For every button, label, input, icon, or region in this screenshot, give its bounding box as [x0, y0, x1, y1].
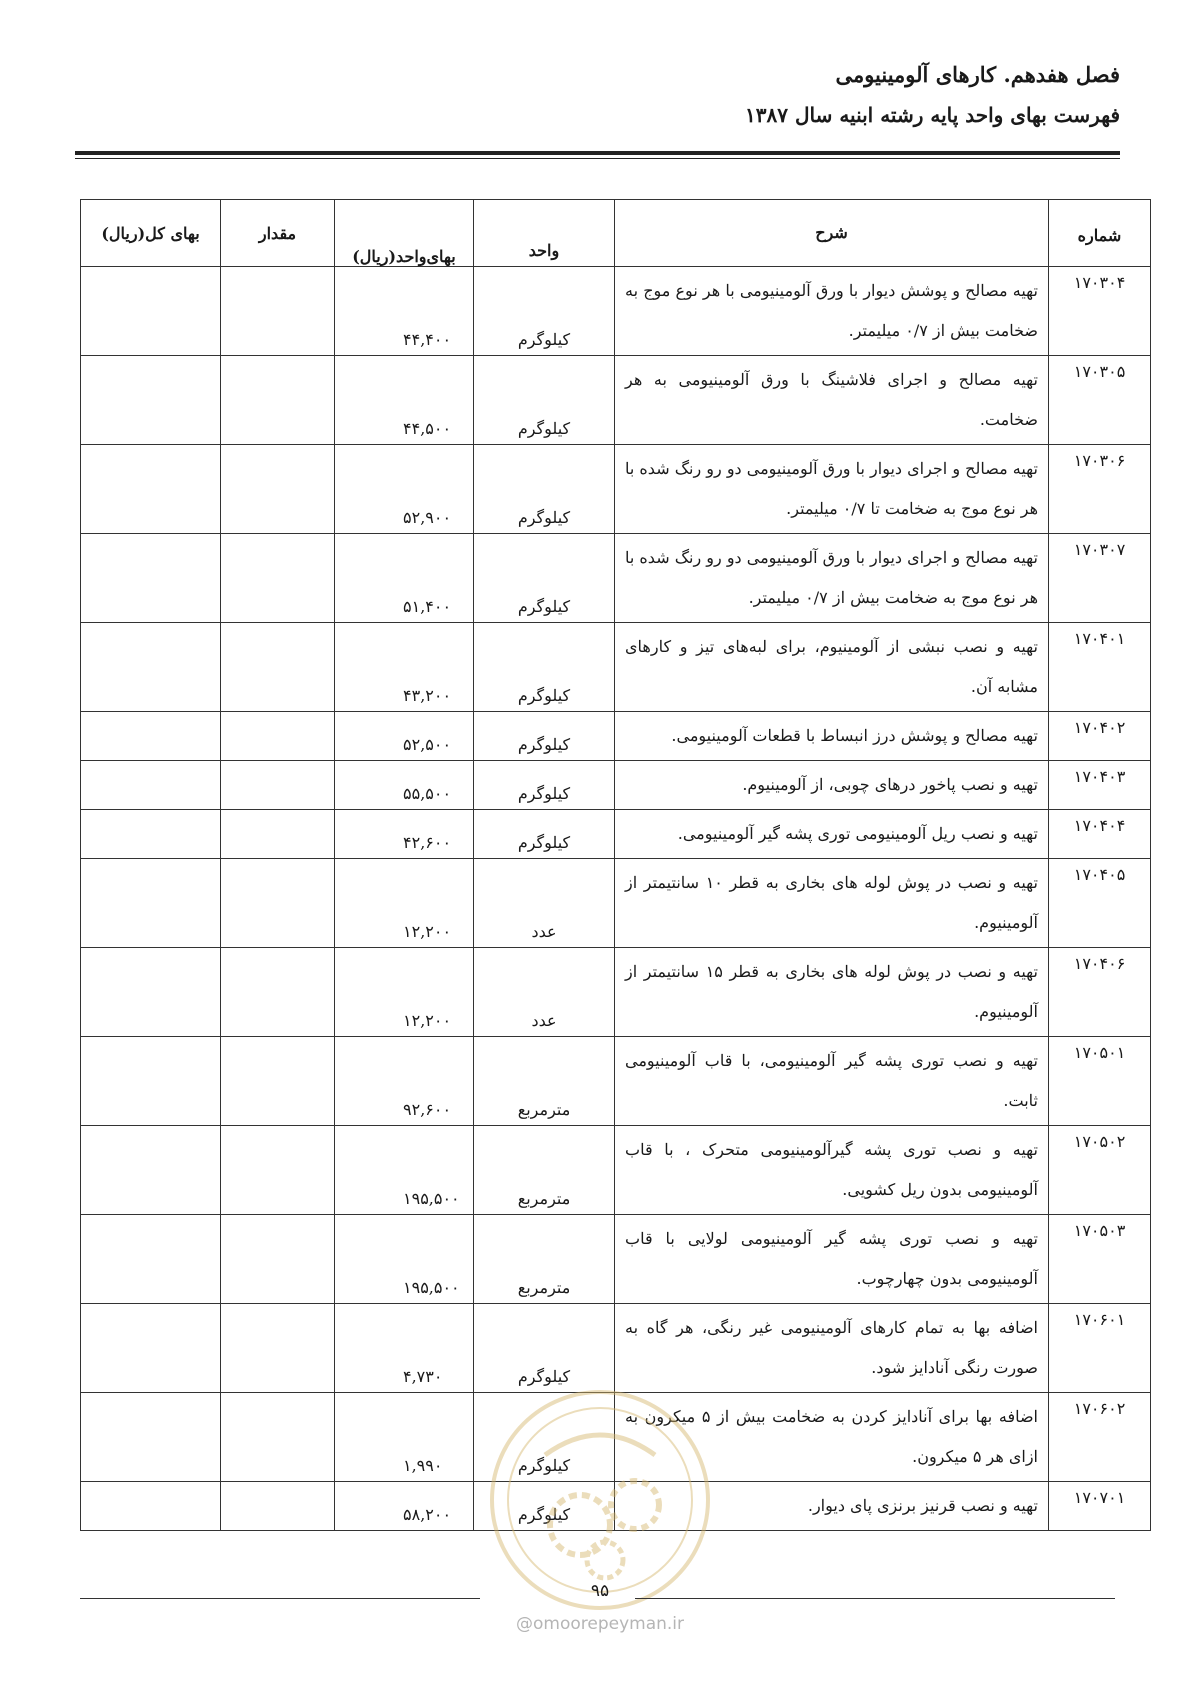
row-total — [81, 810, 221, 859]
row-unit-price: ۹۲,۶۰۰ — [335, 1037, 474, 1126]
row-quantity — [221, 810, 335, 859]
row-code: ۱۷۰۵۰۱ — [1049, 1037, 1151, 1126]
table-row — [81, 1393, 1151, 1482]
row-unit-price: ۴۳,۲۰۰ — [335, 623, 474, 712]
row-total — [81, 267, 221, 356]
row-code: ۱۷۰۳۰۵ — [1049, 356, 1151, 445]
column-header-unit: واحد — [474, 200, 615, 267]
page-number: ۹۵ — [590, 1581, 610, 1601]
row-description: تهیه و نصب توری پشه گیر آلومینیومی لولایی با قاب آلومینیومی بدون چهارچوب. — [615, 1215, 1049, 1304]
row-unit: کیلوگرم — [474, 1393, 615, 1482]
row-unit-price: ۵۲,۹۰۰ — [335, 445, 474, 534]
table-row — [81, 1482, 1151, 1531]
row-description: تهیه مصالح و اجرای فلاشینگ با ورق آلومینیومی به هر ضخامت. — [615, 356, 1049, 445]
row-unit: کیلوگرم — [474, 356, 615, 445]
table-row — [81, 534, 1151, 623]
row-quantity — [221, 761, 335, 810]
row-description: تهیه مصالح و پوشش دیوار با ورق آلومینیومی با هر نوع موج به ضخامت بیش از ۰/۷ میلیمتر. — [615, 267, 1049, 356]
row-unit: کیلوگرم — [474, 267, 615, 356]
row-unit: کیلوگرم — [474, 623, 615, 712]
column-header-total: بهای کل(ریال) — [81, 200, 221, 267]
row-code: ۱۷۰۶۰۲ — [1049, 1393, 1151, 1482]
table-header-row — [81, 200, 1151, 267]
row-code: ۱۷۰۴۰۱ — [1049, 623, 1151, 712]
page-header — [70, 58, 1120, 132]
chapter-title: فصل هفدهم. کارهای آلومینیومی — [835, 62, 1120, 87]
row-code: ۱۷۰۴۰۵ — [1049, 859, 1151, 948]
header-rule-thin — [75, 158, 1120, 159]
row-unit: کیلوگرم — [474, 761, 615, 810]
row-code: ۱۷۰۳۰۷ — [1049, 534, 1151, 623]
row-description: تهیه و نصب توری پشه گیرآلومینیومی متحرک ، با قاب آلومینیومی بدون ریل کشویی. — [615, 1126, 1049, 1215]
table-row — [81, 356, 1151, 445]
row-description: تهیه و نصب در پوش لوله های بخاری به قطر ۱۵ سانتیمتر از آلومینیوم. — [615, 948, 1049, 1037]
row-quantity — [221, 356, 335, 445]
table-row — [81, 623, 1151, 712]
row-code: ۱۷۰۵۰۲ — [1049, 1126, 1151, 1215]
row-code: ۱۷۰۴۰۳ — [1049, 761, 1151, 810]
row-unit-price: ۵۵,۵۰۰ — [335, 761, 474, 810]
row-unit: کیلوگرم — [474, 445, 615, 534]
row-description: تهیه و نصب نبشی از آلومینیوم، برای لبه‌های تیز و کارهای مشابه آن. — [615, 623, 1049, 712]
row-total — [81, 1482, 221, 1531]
table-row — [81, 712, 1151, 761]
row-code: ۱۷۰۴۰۶ — [1049, 948, 1151, 1037]
row-total — [81, 1037, 221, 1126]
row-quantity — [221, 1482, 335, 1531]
row-unit: مترمربع — [474, 1037, 615, 1126]
row-unit-price: ۱۹۵,۵۰۰ — [335, 1215, 474, 1304]
row-total — [81, 623, 221, 712]
row-code: ۱۷۰۴۰۲ — [1049, 712, 1151, 761]
row-code: ۱۷۰۳۰۴ — [1049, 267, 1151, 356]
document-subtitle: فهرست بهای واحد پایه رشته ابنیه سال ۱۳۸۷ — [745, 103, 1120, 127]
row-code: ۱۷۰۴۰۴ — [1049, 810, 1151, 859]
row-description: اضافه بها برای آنادایز کردن به ضخامت بیش از ۵ میکرون به ازای هر ۵ میکرون. — [615, 1393, 1049, 1482]
row-total — [81, 1393, 221, 1482]
footer-rule-left — [80, 1598, 480, 1599]
row-description: تهیه و نصب توری پشه گیر آلومینیومی، با قاب آلومینیومی ثابت. — [615, 1037, 1049, 1126]
row-total — [81, 356, 221, 445]
row-quantity — [221, 267, 335, 356]
table-row — [81, 761, 1151, 810]
row-total — [81, 534, 221, 623]
row-total — [81, 859, 221, 948]
row-unit: کیلوگرم — [474, 712, 615, 761]
header-rule-thick — [75, 151, 1120, 155]
row-description: تهیه مصالح و پوشش درز انبساط با قطعات آلومینیومی. — [615, 712, 1049, 761]
row-quantity — [221, 712, 335, 761]
row-description: تهیه مصالح و اجرای دیوار با ورق آلومینیومی دو رو رنگ شده با هر نوع موج به ضخامت تا ۰/۷ میلیمتر. — [615, 445, 1049, 534]
footer-rule-right — [635, 1598, 1115, 1599]
row-total — [81, 445, 221, 534]
row-total — [81, 948, 221, 1037]
row-unit-price: ۱۹۵,۵۰۰ — [335, 1126, 474, 1215]
row-unit-price: ۱۲,۲۰۰ — [335, 948, 474, 1037]
row-quantity — [221, 1215, 335, 1304]
row-unit: عدد — [474, 859, 615, 948]
row-description: تهیه و نصب قرنیز برنزی پای دیوار. — [615, 1482, 1049, 1531]
row-description: تهیه مصالح و اجرای دیوار با ورق آلومینیومی دو رو رنگ شده با هر نوع موج به ضخامت بیش از ۰/۷ میلیمتر. — [615, 534, 1049, 623]
table-row — [81, 1037, 1151, 1126]
row-total — [81, 761, 221, 810]
column-header-quantity: مقدار — [221, 200, 335, 267]
row-description: اضافه بها به تمام کارهای آلومینیومی غیر رنگی، هر گاه به صورت رنگی آنادایز شود. — [615, 1304, 1049, 1393]
row-unit-price: ۴۲,۶۰۰ — [335, 810, 474, 859]
row-unit-price: ۴۴,۴۰۰ — [335, 267, 474, 356]
table-row — [81, 859, 1151, 948]
table-row — [81, 1215, 1151, 1304]
row-total — [81, 1215, 221, 1304]
row-unit: کیلوگرم — [474, 534, 615, 623]
row-unit: عدد — [474, 948, 615, 1037]
row-total — [81, 712, 221, 761]
column-header-unit-price: بهای‌واحد(ریال) — [335, 200, 474, 267]
row-code: ۱۷۰۶۰۱ — [1049, 1304, 1151, 1393]
row-unit-price: ۱۲,۲۰۰ — [335, 859, 474, 948]
price-list-table — [80, 199, 1151, 1531]
row-unit-price: ۵۲,۵۰۰ — [335, 712, 474, 761]
row-quantity — [221, 859, 335, 948]
row-quantity — [221, 445, 335, 534]
table-row — [81, 267, 1151, 356]
row-unit: کیلوگرم — [474, 1482, 615, 1531]
table-row — [81, 1126, 1151, 1215]
row-quantity — [221, 948, 335, 1037]
row-code: ۱۷۰۷۰۱ — [1049, 1482, 1151, 1531]
row-quantity — [221, 1393, 335, 1482]
row-total — [81, 1126, 221, 1215]
row-quantity — [221, 1126, 335, 1215]
table-row — [81, 810, 1151, 859]
website-watermark: @omoorepeyman.ir — [515, 1614, 685, 1634]
row-unit-price: ۱,۹۹۰ — [335, 1393, 474, 1482]
row-description: تهیه و نصب در پوش لوله های بخاری به قطر ۱۰ سانتیمتر از آلومینیوم. — [615, 859, 1049, 948]
row-description: تهیه و نصب ریل آلومینیومی توری پشه گیر آلومینیومی. — [615, 810, 1049, 859]
table-row — [81, 948, 1151, 1037]
row-quantity — [221, 1037, 335, 1126]
table-row — [81, 1304, 1151, 1393]
row-unit: کیلوگرم — [474, 1304, 615, 1393]
row-unit: کیلوگرم — [474, 810, 615, 859]
row-unit-price: ۴,۷۳۰ — [335, 1304, 474, 1393]
row-total — [81, 1304, 221, 1393]
row-unit: مترمربع — [474, 1126, 615, 1215]
row-quantity — [221, 534, 335, 623]
row-code: ۱۷۰۵۰۳ — [1049, 1215, 1151, 1304]
column-header-code: شماره — [1049, 200, 1151, 267]
row-unit-price: ۵۱,۴۰۰ — [335, 534, 474, 623]
column-header-description: شرح — [615, 200, 1049, 267]
row-unit: مترمربع — [474, 1215, 615, 1304]
row-description: تهیه و نصب پاخور درهای چوبی، از آلومینیوم. — [615, 761, 1049, 810]
row-quantity — [221, 1304, 335, 1393]
row-quantity — [221, 623, 335, 712]
row-unit-price: ۵۸,۲۰۰ — [335, 1482, 474, 1531]
row-code: ۱۷۰۳۰۶ — [1049, 445, 1151, 534]
table-row — [81, 445, 1151, 534]
row-unit-price: ۴۴,۵۰۰ — [335, 356, 474, 445]
